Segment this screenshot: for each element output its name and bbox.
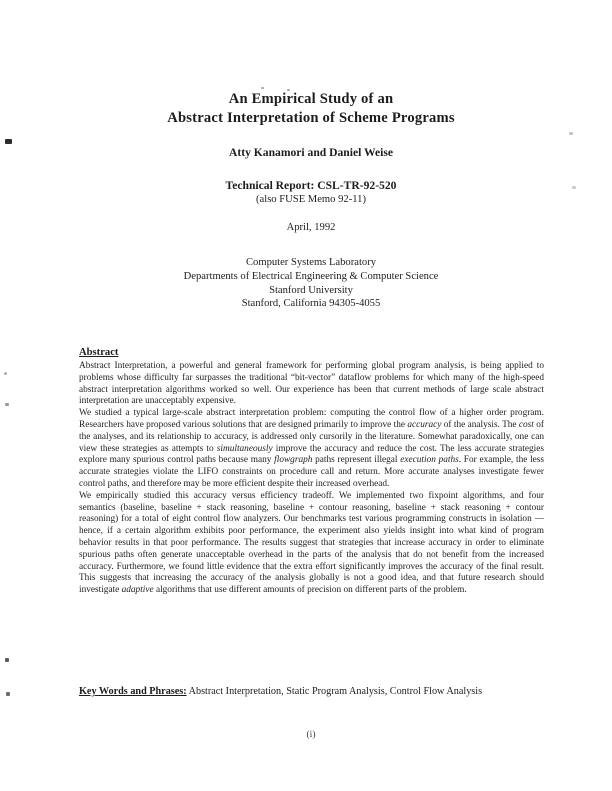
abstract-body [79, 361, 544, 597]
affiliation-line-4: Stanford, California 94305-4055 [241, 298, 381, 310]
page-content [78, 0, 544, 791]
scan-artifact [261, 87, 264, 89]
keywords-label: Key Words and Phrases: [79, 686, 187, 697]
keywords-line [79, 686, 544, 697]
affiliation-block [78, 256, 544, 311]
authors-line: Atty Kanamori and Daniel Weise [228, 146, 394, 159]
report-number-line: Technical Report: CSL-TR-92-520 [225, 179, 397, 192]
affiliation-line-1: Computer Systems Laboratory [245, 257, 377, 268]
scan-artifact [287, 89, 290, 91]
title-line-1: An Empirical Study of an [228, 91, 394, 107]
date-line: April, 1992 [286, 222, 336, 233]
scan-artifact [6, 692, 10, 696]
paper-title [78, 90, 544, 128]
title-line-2: Abstract Interpretation of Scheme Programs [167, 110, 455, 126]
affiliation-line-3: Stanford University [269, 284, 353, 296]
abstract-paragraph: Abstract Interpretation, a powerful and general framework for performing global program analysis, is being applied to problems whose difficulty far surpasses the traditional “bit-vector” dataflow problems for which many of the high-speed abstract interpretation algorithms worked so well. Our experience has been that current methods of large scale abstract interpretation are unacceptably expensive. [79, 361, 544, 407]
abstract-paragraph: We empirically studied this accuracy versus efficiency tradeoff. We implemented two fixpoint algorithms, and four semantics (baseline, baseline + stack reasoning, baseline + contour reasoning, baseline + stack reasoning + contour reasoning) for a total of eight control flow analyzers. Our benchmarks test various programming constructs in isolation — hence, if a certain algorithm exhibits poor performance, the experiment also yields insight into what kind of program behavior results in that poor performance. The results suggest that strategies that increase accuracy in order to eliminate spurious paths often generate unacceptable overhead in the parts of the analysis that do not benefit from the increased accuracy. Furthermore, we found little evidence that the extra effort significantly improves the accuracy of the final result. This suggests that increasing the accuracy of the analysis globally is not a good idea, and that future research should investigate adaptive algorithms that use different amounts of precision on different parts of the problem. [79, 490, 544, 596]
affiliation-line-2: Departments of Electrical Engineering & Computer Science [183, 270, 439, 282]
abstract-heading: Abstract [79, 347, 119, 358]
scan-artifact [5, 139, 12, 144]
abstract-paragraph: We studied a typical large-scale abstract interpretation problem: computing the control flow of a higher order program. Researchers have proposed various solutions that are designed primarily to improve the accuracy of the analysis. The cost of the analyses, and its relationship to accuracy, is addressed only cursorily in the literature. Somewhat paradoxically, one can view these strategies as attempts to simultaneously improve the accuracy and reduce the cost. The less accurate strategies explore many spurious control paths because many flowgraph paths represent illegal execution paths. For example, the less accurate strategies violate the LIFO constraints on procedure call and return. More accurate analyses investigate fewer control paths, and therefore may be more efficient despite their increased overhead. [79, 408, 545, 489]
scan-artifact [5, 403, 9, 406]
scan-artifact [572, 186, 576, 189]
keywords-text: Abstract Interpretation, Static Program Analysis, Control Flow Analysis [186, 686, 483, 697]
scan-artifact [4, 372, 7, 375]
scan-artifact [5, 658, 9, 662]
scan-artifact [569, 132, 573, 135]
page-number: (i) [306, 730, 316, 740]
memo-line: (also FUSE Memo 92-11) [256, 194, 366, 205]
